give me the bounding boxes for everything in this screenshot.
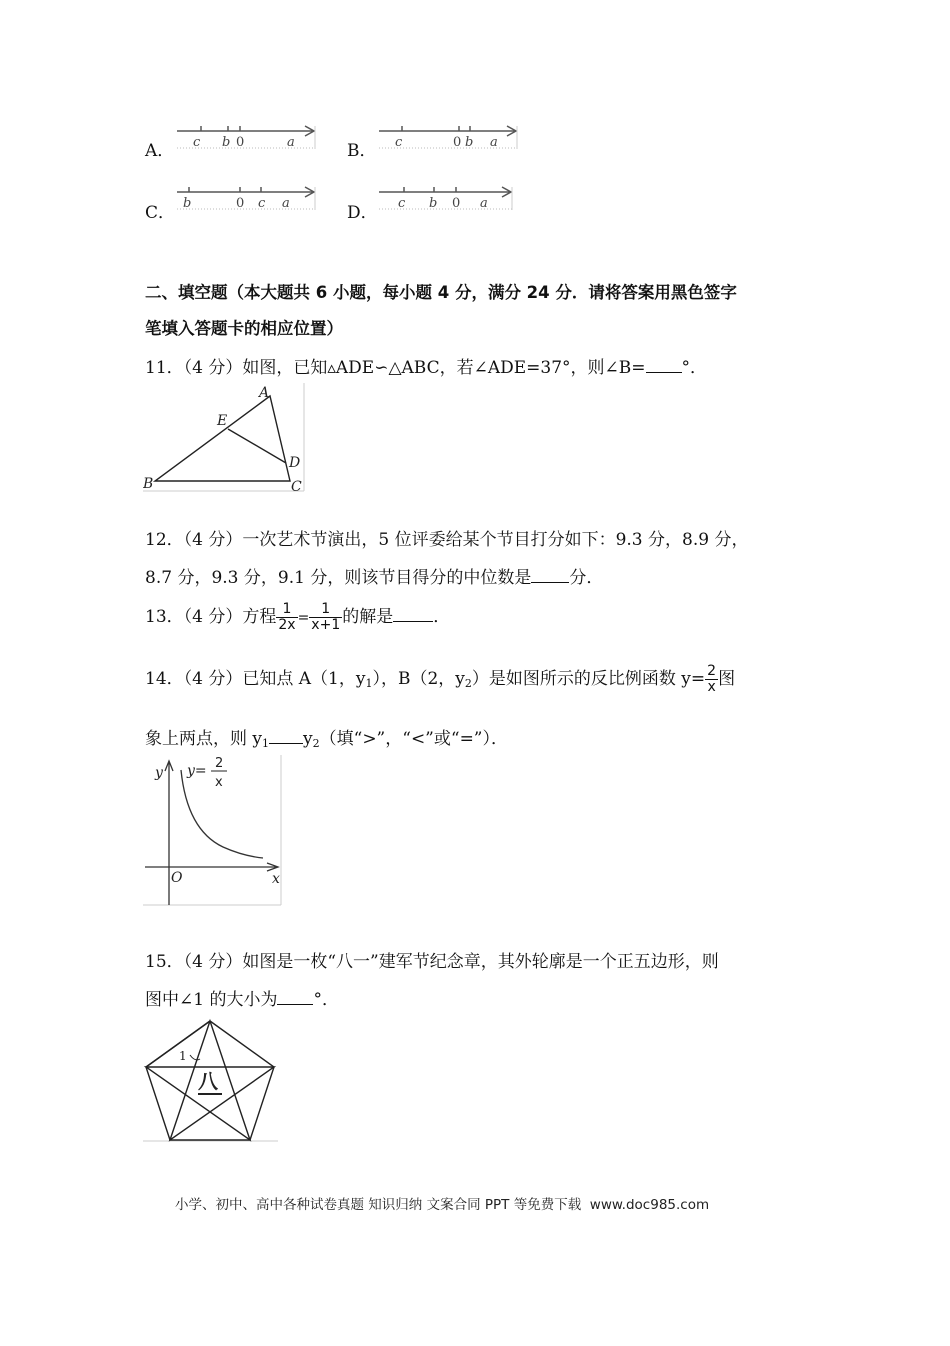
question-13 bbox=[145, 602, 450, 633]
option-b-letter: B． bbox=[347, 141, 377, 161]
function-label-num: 2 bbox=[215, 756, 224, 771]
q14-line2-tail: （填“>”，“<”或“=”）． bbox=[319, 729, 509, 749]
question-11 bbox=[145, 353, 707, 378]
option-b-label-0: 0 bbox=[453, 135, 462, 150]
option-d-numberline bbox=[377, 183, 522, 213]
frac2-numerator: 1 bbox=[309, 602, 342, 618]
question-12-line1: 12．（4 分）一次艺术节演出，5 位评委给某个节目打分如下：9.3 分，8.9 分， bbox=[145, 530, 749, 550]
frac1-denominator: 2x bbox=[278, 617, 296, 633]
frac1-numerator: 1 bbox=[276, 602, 297, 618]
question-12-line2 bbox=[145, 563, 603, 588]
label-a: A bbox=[259, 385, 270, 401]
option-d-label-b: b bbox=[429, 196, 438, 211]
label-c: C bbox=[291, 479, 302, 493]
label-d: D bbox=[289, 455, 301, 471]
ba-character: 八 bbox=[198, 1069, 218, 1093]
option-b-label-b: b bbox=[465, 135, 474, 150]
section-heading-line2: 笔填入答题卡的相应位置） bbox=[145, 319, 343, 338]
question-13-head: 13．（4 分）方程 bbox=[145, 607, 277, 627]
option-d-label-0: 0 bbox=[452, 196, 461, 211]
answer-blank-14[interactable] bbox=[269, 729, 303, 744]
q14-line2-sub1: 1 bbox=[262, 737, 270, 750]
option-c-label-c: c bbox=[258, 196, 266, 211]
question-13-tail: ． bbox=[433, 607, 451, 627]
label-b: B bbox=[143, 476, 154, 492]
option-a-label-a: a bbox=[287, 135, 295, 150]
question-15-line2 bbox=[145, 985, 339, 1010]
option-c-label-0: 0 bbox=[236, 196, 245, 211]
option-c-numberline bbox=[175, 183, 320, 213]
q14-sub2: 2 bbox=[464, 677, 472, 690]
q14-head: 14．（4 分）已知点 A（1，y bbox=[145, 669, 366, 689]
option-b-numberline bbox=[377, 122, 522, 152]
section-heading-line1: 二、填空题（本大题共 6 小题，每小题 4 分，满分 24 分．请将答案用黑色签字 bbox=[145, 283, 737, 302]
question-13-mid: 的解是 bbox=[342, 607, 394, 627]
function-label-den: x bbox=[215, 775, 223, 790]
option-a-label-c: c bbox=[193, 135, 201, 150]
q14-mid1: ），B（2，y bbox=[372, 669, 465, 689]
fraction-1-over-2x bbox=[276, 602, 297, 633]
question-11-text: 11．（4 分）如图，已知▵ADE∽△ABC，若∠ADE=37°，则∠B= bbox=[145, 358, 646, 378]
option-b-label-c: c bbox=[395, 135, 403, 150]
answer-blank-13[interactable] bbox=[393, 607, 433, 622]
option-a-letter: A． bbox=[145, 141, 175, 161]
x-axis-label: x bbox=[272, 871, 280, 887]
question-12-tail: 分． bbox=[569, 568, 604, 588]
answer-blank-15[interactable] bbox=[277, 990, 313, 1005]
q14-sub1: 1 bbox=[365, 677, 373, 690]
y-axis-label: y bbox=[155, 765, 163, 781]
question-14-line1 bbox=[145, 664, 735, 695]
option-a-label-b: b bbox=[222, 135, 231, 150]
pentagon-badge-figure bbox=[143, 1018, 281, 1144]
q14-line2-sub2: 2 bbox=[312, 737, 320, 750]
fraction-2-over-x bbox=[705, 664, 718, 695]
option-c-label-a: a bbox=[282, 196, 290, 211]
q14-line2-head: 象上两点，则 y bbox=[145, 729, 263, 749]
answer-blank-12[interactable] bbox=[531, 568, 569, 583]
fraction-1-over-x-plus-1 bbox=[309, 602, 342, 633]
function-label-lhs: y= bbox=[187, 763, 207, 779]
option-a-label-0: 0 bbox=[236, 135, 245, 150]
origin-label: O bbox=[171, 870, 183, 886]
hyperbola-graph bbox=[143, 755, 285, 907]
option-d-label-a: a bbox=[480, 196, 488, 211]
footer-text: 小学、初中、高中各种试卷真题 知识归纳 文案合同 PPT 等免费下载 bbox=[175, 1197, 582, 1213]
label-e: E bbox=[217, 413, 228, 429]
q15-line2-head: 图中∠1 的大小为 bbox=[145, 990, 278, 1010]
question-11-tail: °． bbox=[681, 358, 708, 378]
q14-mid2: ）是如图所示的反比例函数 y= bbox=[471, 669, 706, 689]
q15-tail: °． bbox=[313, 990, 339, 1010]
q14-line2-mid: y bbox=[303, 729, 313, 749]
question-12-line2-text: 8.7 分，9.3 分，9.1 分，则该节目得分的中位数是 bbox=[145, 568, 532, 588]
angle-1-label: 1 bbox=[179, 1049, 187, 1063]
option-d-letter: D． bbox=[347, 203, 378, 223]
triangle-figure bbox=[143, 381, 308, 493]
page-footer bbox=[175, 1193, 709, 1213]
option-b-label-a: a bbox=[490, 135, 498, 150]
answer-blank-11[interactable] bbox=[646, 358, 682, 373]
option-d-label-c: c bbox=[398, 196, 406, 211]
option-c-label-b: b bbox=[183, 196, 192, 211]
question-15-line1: 15．（4 分）如图是一枚“八一”建军节纪念章，其外轮廓是一个正五边形，则 bbox=[145, 952, 719, 972]
question-14-line2 bbox=[145, 724, 508, 750]
frac2-denominator: x+1 bbox=[311, 617, 341, 633]
q14-frac-denominator: x bbox=[707, 679, 716, 695]
footer-url[interactable]: www.doc985.com bbox=[589, 1197, 710, 1213]
q14-frac-numerator: 2 bbox=[707, 663, 717, 679]
option-a-numberline bbox=[175, 122, 320, 152]
option-c-letter: C． bbox=[145, 203, 176, 223]
q14-tail1: 图 bbox=[718, 669, 736, 689]
equals-sign: = bbox=[297, 610, 310, 626]
